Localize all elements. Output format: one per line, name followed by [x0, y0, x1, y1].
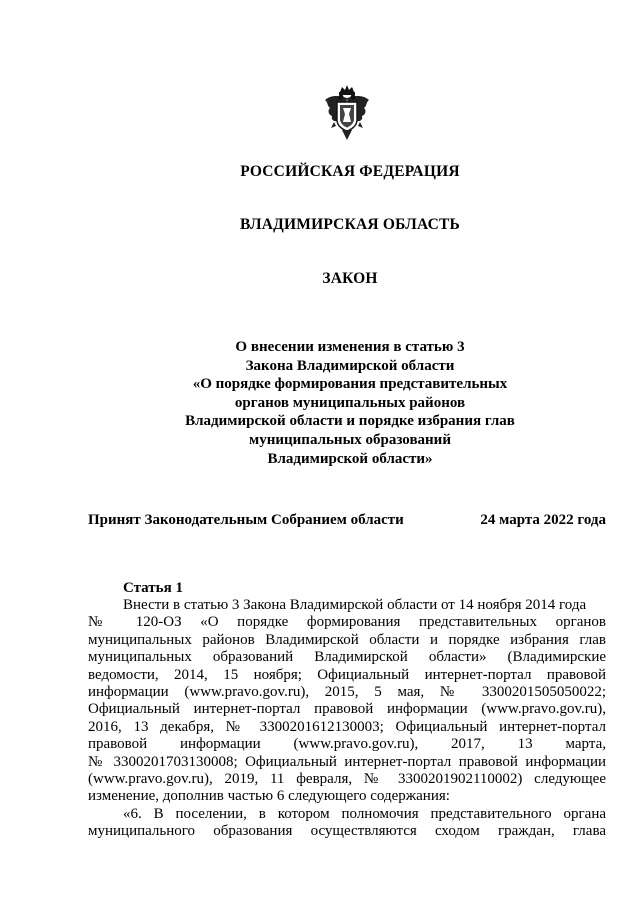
article-body	[88, 597, 606, 840]
law-title-line: «О порядке формирования представительных	[192, 376, 508, 393]
law-title-line: Владимирской области»	[267, 450, 433, 467]
paragraph-line: муниципальных районов Владимирской области и порядке избрания глав	[88, 631, 606, 648]
paragraph-line: (www.pravo.gov.ru), 2019, 11 февраля, № 3300201902110002) следующее	[88, 770, 606, 787]
paragraph-line: правовой информации (www.pravo.gov.ru), 2017, 13 марта,	[88, 736, 606, 753]
adoption-date: 24 марта 2022 года	[480, 512, 606, 528]
paragraph-line: муниципальных образований Владимирской области» (Владимирские	[88, 649, 606, 666]
paragraph-line: «6. В поселении, в котором полномочия представительного органа	[123, 805, 606, 822]
coat-of-arms-icon	[322, 84, 372, 142]
article-heading: Статья 1	[123, 580, 183, 596]
paragraph-line: ведомости, 2014, 15 ноября; Официальный интернет-портал правовой	[88, 666, 606, 683]
paragraph-line: № 3300201703130008; Официальный интернет-портал правовой информации	[88, 753, 606, 770]
paragraph-line: изменение, дополнив частью 6 следующего содержания:	[88, 788, 450, 805]
paragraph-line: информации (www.pravo.gov.ru), 2015, 5 мая, № 3300201505050022;	[88, 683, 606, 700]
adoption-line	[88, 512, 606, 529]
adopted-by: Принят Законодательным Собранием области	[88, 512, 404, 528]
country-heading: РОССИЙСКАЯ ФЕДЕРАЦИЯ	[240, 163, 460, 180]
paragraph-line: № 120-ОЗ «О порядке формирования представительных органов	[88, 614, 606, 631]
law-title-line: О внесении изменения в статью 3	[235, 339, 465, 355]
law-title-line: Закона Владимирской области	[245, 357, 455, 374]
region-heading: ВЛАДИМИРСКАЯ ОБЛАСТЬ	[240, 216, 460, 233]
paragraph-line: муниципального образования осуществляются сходом граждан, глава	[88, 823, 606, 840]
law-title-line: муниципальных образований	[249, 431, 451, 448]
paragraph-line: Внести в статью 3 Закона Владимирской области от 14 ноября 2014 года	[123, 597, 587, 613]
paragraph-line: Официальный интернет-портал правовой информации (www.pravo.gov.ru),	[88, 701, 606, 718]
law-title	[0, 338, 640, 468]
document-type-heading: ЗАКОН	[322, 270, 378, 287]
paragraph-line: 2016, 13 декабря, № 3300201612130003; Официальный интернет-портал	[88, 718, 606, 735]
law-title-line: органов муниципальных районов	[234, 394, 466, 411]
law-title-line: Владимирской области и порядке избрания глав	[185, 413, 515, 430]
